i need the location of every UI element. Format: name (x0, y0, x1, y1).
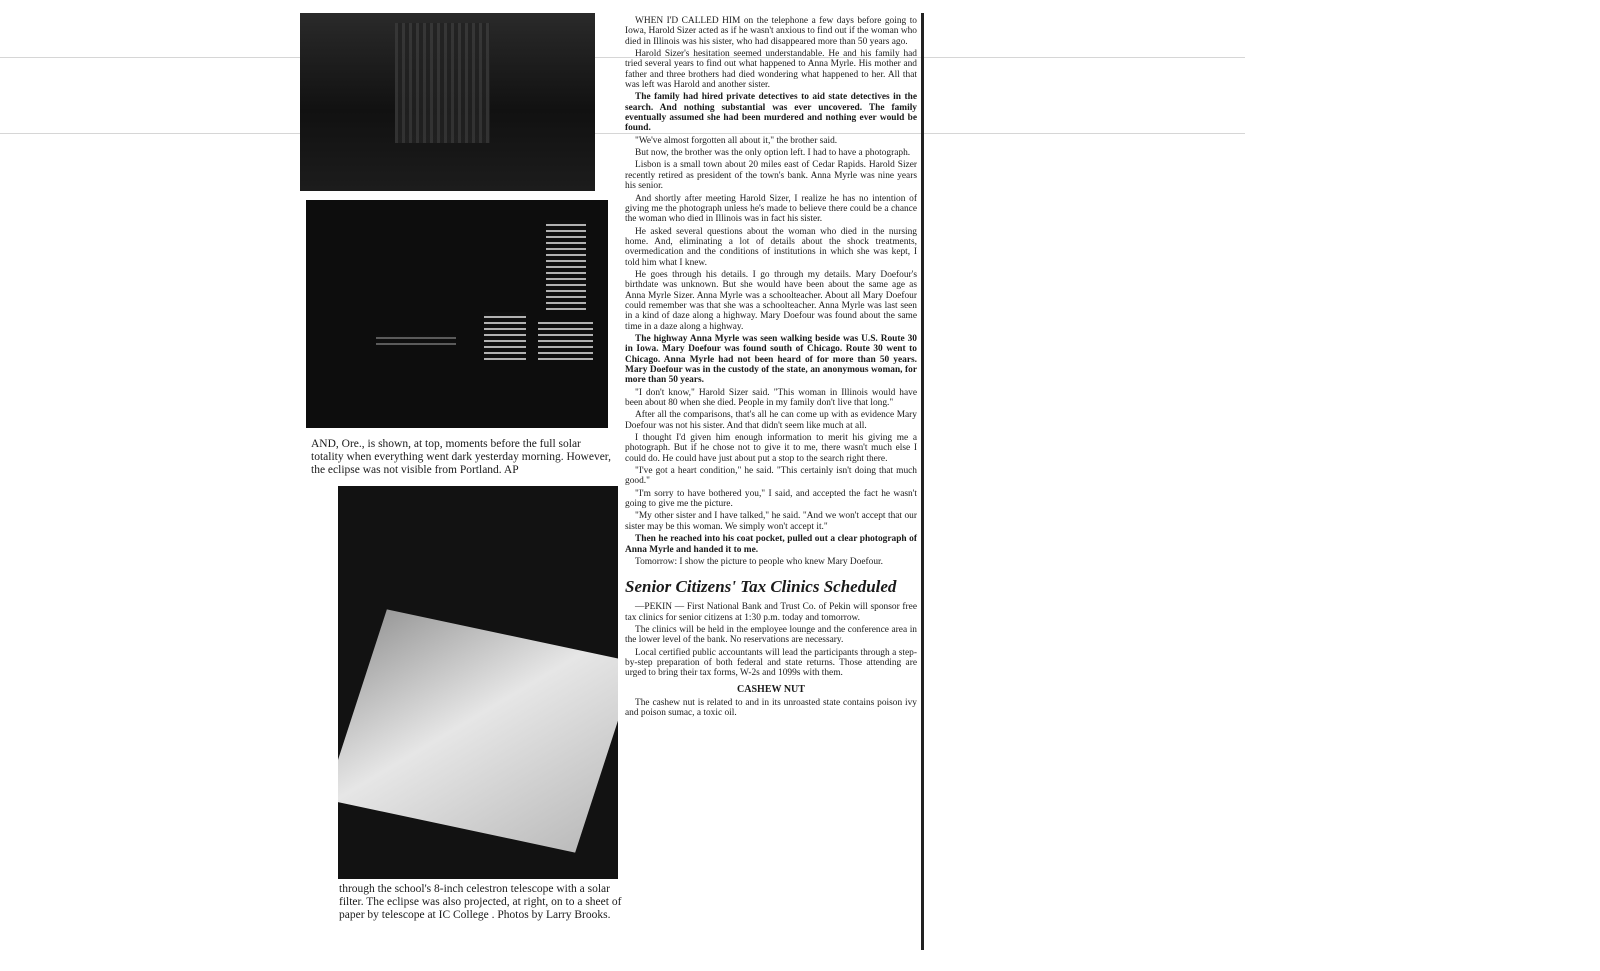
paragraph: "I've got a heart condition," he said. "This certainly isn't doing that much good." (625, 466, 917, 487)
eclipse-photo-dark (306, 200, 608, 428)
tax-clinic-body (625, 602, 917, 678)
photo-caption-top: AND, Ore., is shown, at top, moments before the full solar totality when everything went dark yesterday morning. However, the eclipse was not visible from Portland. AP (311, 438, 612, 476)
paragraph: And shortly after meeting Harold Sizer, I realize he has no intention of giving me the photograph unless he's made to believe there could be a chance the woman who died in Illinois was in fact his sister. (625, 193, 917, 225)
paragraph: WHEN I'D CALLED HIM on the telephone a few days before going to Iowa, Harold Sizer acted as if he wasn't anxious to find out if the woman who died in Illinois was his sister, who had disappeared more than 50 years ago. (625, 16, 917, 47)
paragraph: "I don't know," Harold Sizer said. "This woman in Illinois would have been about 80 when she died. People in my family don't live that long." (625, 387, 917, 409)
scan-line-top (0, 57, 1245, 58)
paragraph: After all the comparisons, that's all he can come up with as evidence Mary Doefour was not his sister. And that didn't seem like much at all. (625, 410, 917, 431)
paragraph: The highway Anna Myrle was seen walking beside was U.S. Route 30 in Iowa. Mary Doefour was found south of Chicago. Route 30 went to Chicago. Anna Myrle had not been heard of for more than 50 years. Mary Doefour was in the custody of the state, an anonymous woman, for more than 50 years. (625, 333, 917, 386)
projected-eclipse-photo (338, 486, 618, 879)
paragraph: He goes through his details. I go through my details. Mary Doefour's birthdate was unknown. But she would have been about the same age as Anna Myrle Sizer. Anna Myrle was a schoolteacher. About all Mary Doefour could remember was that she was a schoolteacher. Anna Myrle was last seen in a kind of daze along a highway. Mary Doefour was found about the same time in a daze along a highway. (625, 269, 917, 332)
article-body (625, 16, 917, 567)
subhead: CASHEW NUT (737, 683, 805, 695)
paragraph: But now, the brother was the only option left. I had to have a photograph. (635, 148, 911, 159)
article-column (625, 16, 917, 721)
paragraph: Local certified public accountants will lead the participants through a step-by-step preparation of both federal and state returns. Those attending are urged to bring their tax forms, W-2s and 1099s with them. (625, 647, 917, 679)
paragraph: The cashew nut is related to and in its unroasted state contains poison ivy and poison sumac, a toxic oil. (625, 697, 917, 719)
eclipse-photo-top (300, 13, 595, 191)
scan-line-middle (0, 133, 1245, 134)
paragraph: The family had hired private detectives to aid state detectives in the search. And nothing substantial was ever uncovered. The family eventually assumed she had been murdered and nothing ever would be found. (625, 92, 917, 134)
paragraph: Harold Sizer's hesitation seemed understandable. He and his family had tried several years to find out what happened to Anna Myrle. His mother and father and three brothers had died wondering what happened to her. All that was left was Harold and another sister. (625, 49, 917, 91)
paragraph: "I'm sorry to have bothered you," I said, and accepted the fact he wasn't going to give me the picture. (625, 488, 917, 510)
paragraph: "My other sister and I have talked," he said. "And we won't accept that our sister may be this woman. We simply won't accept it." (625, 511, 917, 532)
page-edge (921, 13, 924, 950)
paragraph: Then he reached into his coat pocket, pulled out a clear photograph of Anna Myrle and handed it to me. (625, 534, 917, 555)
paragraph: Tomorrow: I show the picture to people who knew Mary Doefour. (635, 556, 883, 567)
paragraph: "We've almost forgotten all about it," the brother said. (635, 135, 838, 146)
paragraph: Lisbon is a small town about 20 miles east of Cedar Rapids. Harold Sizer recently retired as president of the town's bank. Anna Myrle was nine years his senior. (625, 160, 917, 192)
paragraph: He asked several questions about the woman who died in the nursing home. And, eliminating a lot of details about the shock treatments, overmedication and the conditions of institutions in which she was kept, I told him what I knew. (625, 226, 917, 268)
photo-caption-bottom: through the school's 8-inch celestron telescope with a solar filter. The eclipse was also projected, at right, on to a sheet of paper by telescope at IC College . Photos by Larry Brooks. (339, 883, 622, 921)
headline: Senior Citizens' Tax Clinics Scheduled (625, 577, 897, 597)
paragraph: —PEKIN — First National Bank and Trust Co. of Pekin will sponsor free tax clinics for senior citizens at 1:30 p.m. today and tomorrow. (625, 602, 917, 623)
cashew-body (625, 698, 917, 719)
paragraph: The clinics will be held in the employee lounge and the conference area in the lower level of the bank. No reservations are necessary. (625, 624, 917, 646)
paragraph: I thought I'd given him enough information to merit his giving me a photograph. But if he chose not to give it to me, there wasn't much else I could do. He could have just about put a stop to the search right there. (625, 433, 917, 464)
